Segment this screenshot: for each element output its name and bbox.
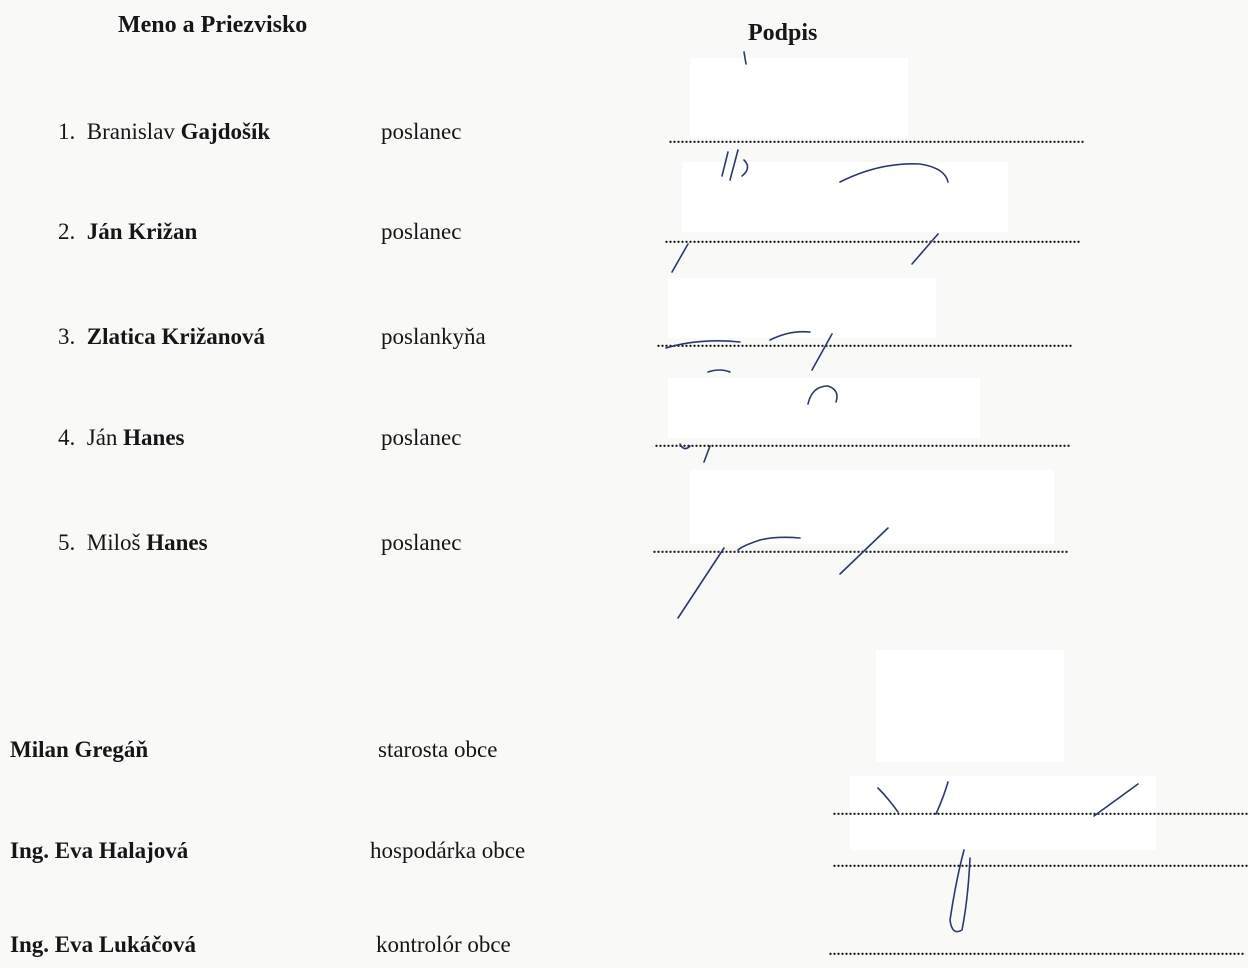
redaction-box	[668, 278, 936, 338]
member-role: poslanec	[381, 530, 462, 555]
official-name: Ing. Eva Lukáčová	[10, 932, 196, 957]
official-name: Milan Gregáň	[10, 737, 149, 762]
member-first-name: Miloš	[86, 530, 141, 555]
signature-line: ........................................................................................................	[664, 226, 1080, 248]
official-role: hospodárka obce	[370, 838, 526, 863]
member-last-name: Križanová	[161, 324, 265, 349]
signature-line: ........................................................................................................	[832, 850, 1248, 872]
redaction-box	[876, 650, 1064, 762]
member-role: poslanec	[381, 425, 462, 450]
signature-line: ........................................................................................................	[656, 330, 1072, 352]
member-role: poslanec	[381, 119, 462, 144]
redaction-box	[668, 378, 980, 438]
member-row-5	[58, 528, 208, 558]
member-last-name: Gajdošík	[180, 119, 271, 144]
signature-line: ........................................................................................................	[668, 126, 1084, 148]
member-number: 5.	[58, 530, 76, 555]
signature-line: ........................................................................................................	[654, 430, 1070, 452]
member-first-name: Branislav	[86, 119, 175, 144]
member-row-1	[58, 117, 270, 147]
member-row-3	[58, 322, 265, 352]
member-row-4	[58, 423, 185, 453]
official-role: starosta obce	[378, 737, 498, 762]
signature-line: ........................................................................................................	[828, 938, 1244, 960]
member-row-2	[58, 217, 197, 247]
redaction-box	[682, 162, 1008, 232]
member-last-name: Hanes	[123, 425, 185, 450]
official-name: Ing. Eva Halajová	[10, 838, 189, 863]
member-first-name: Ján	[86, 219, 123, 244]
name-column-header: Meno a Priezvisko	[118, 12, 308, 38]
official-role: kontrolór obce	[376, 932, 511, 957]
member-number: 4.	[58, 425, 76, 450]
member-number: 2.	[58, 219, 76, 244]
member-number: 3.	[58, 324, 76, 349]
member-last-name: Križan	[128, 219, 198, 244]
member-first-name: Ján	[86, 425, 118, 450]
member-role: poslankyňa	[381, 324, 486, 349]
member-number: 1.	[58, 119, 76, 144]
member-last-name: Hanes	[146, 530, 208, 555]
member-role: poslanec	[381, 219, 462, 244]
member-first-name: Zlatica	[86, 324, 156, 349]
signature-column-header: Podpis	[748, 20, 818, 46]
signature-line: ........................................................................................................	[652, 536, 1068, 558]
signature-line: ........................................................................................................	[832, 798, 1248, 820]
redaction-box	[690, 470, 1054, 544]
